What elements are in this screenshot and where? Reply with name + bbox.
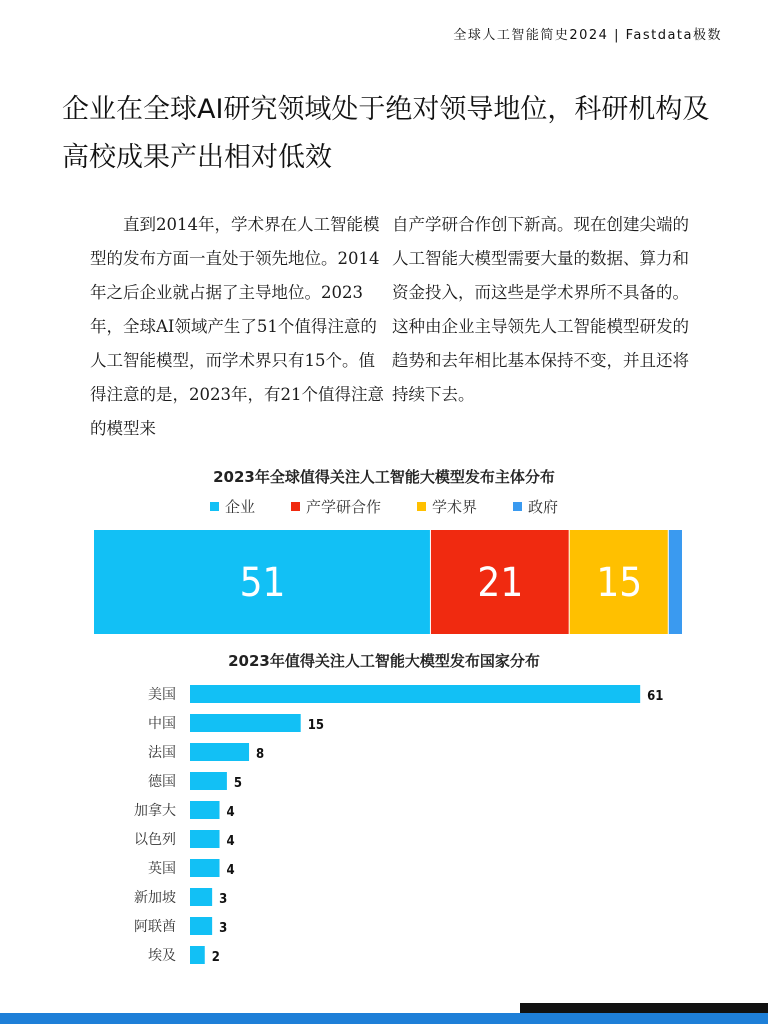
legend-swatch-enterprise	[210, 502, 219, 511]
stacked-bar-chart	[0, 528, 768, 636]
country-bar	[190, 830, 220, 848]
country-label: 以色列	[134, 832, 176, 848]
country-bar	[190, 801, 220, 819]
country-label: 新加坡	[134, 890, 176, 906]
country-bar	[190, 917, 212, 935]
country-value-label: 4	[226, 805, 235, 820]
stacked-value-label: 51	[239, 560, 286, 606]
country-label: 德国	[148, 774, 176, 790]
footer-accent-blue	[0, 1013, 768, 1024]
country-chart-title: 2023年值得关注人工智能大模型发布国家分布	[228, 652, 540, 670]
legend-item-enterprise	[210, 496, 255, 517]
stacked-chart-legend	[0, 496, 768, 517]
country-value-label: 15	[307, 718, 324, 733]
legend-swatch-industry-academia	[291, 502, 300, 511]
country-bar	[190, 714, 301, 732]
country-label: 加拿大	[134, 803, 176, 819]
footer-accent-black	[520, 1003, 768, 1013]
country-bar	[190, 946, 205, 964]
country-label: 法国	[148, 745, 176, 761]
country-value-label: 4	[226, 863, 235, 878]
country-bar	[190, 859, 220, 877]
body-text-left: 直到2014年，学术界在人工智能模型的发布方面一直处于领先地位。2014年之后企业就占据了主导地位。2023年，全球AI领域产生了51个值得注意的人工智能模型，而学术界只有15个。值得注意的是，2023年，有21个值得注意的模型来	[90, 215, 384, 438]
body-text-right: 自产学研合作创下新高。现在创建尖端的人工智能大模型需要大量的数据、算力和资金投入，而这些是学术界所不具备的。这种由企业主导领先人工智能模型研发的趋势和去年相比基本保持不变，并且还将持续下去。	[392, 215, 689, 404]
country-value-label: 3	[219, 921, 228, 936]
stacked-segment-3	[669, 530, 682, 634]
legend-label-academia: 学术界	[432, 498, 478, 516]
country-bar	[190, 772, 227, 790]
country-value-label: 3	[219, 892, 228, 907]
country-bar	[190, 743, 249, 761]
legend-item-academia	[417, 496, 477, 517]
legend-item-government	[513, 496, 558, 517]
country-value-label: 8	[256, 747, 265, 762]
stacked-value-label: 15	[596, 560, 643, 606]
stacked-chart-title: 2023年全球值得关注人工智能大模型发布主体分布	[213, 468, 555, 486]
legend-swatch-academia	[417, 502, 426, 511]
page-headline: 企业在全球AI研究领域处于绝对领导地位，科研机构及高校成果产出相对低效	[62, 94, 710, 173]
country-bar-chart	[0, 678, 768, 978]
legend-swatch-government	[513, 502, 522, 511]
country-label: 阿联酋	[134, 919, 176, 935]
legend-label-industry-academia: 产学研合作	[305, 498, 381, 516]
legend-label-government: 政府	[528, 498, 559, 516]
country-bar	[190, 888, 212, 906]
country-label: 英国	[148, 861, 176, 877]
country-value-label: 4	[226, 834, 235, 849]
country-label: 中国	[148, 716, 176, 732]
header-title: 全球人工智能简史2024 | Fastdata极数	[453, 28, 722, 43]
stacked-value-label: 21	[477, 560, 524, 606]
country-label: 埃及	[148, 948, 176, 964]
country-label: 美国	[148, 687, 176, 703]
country-value-label: 5	[233, 776, 243, 791]
country-value-label: 61	[647, 689, 664, 704]
country-value-label: 2	[211, 950, 220, 965]
legend-item-industry-academia	[291, 496, 381, 517]
legend-label-enterprise: 企业	[224, 498, 255, 516]
country-bar	[190, 685, 640, 703]
